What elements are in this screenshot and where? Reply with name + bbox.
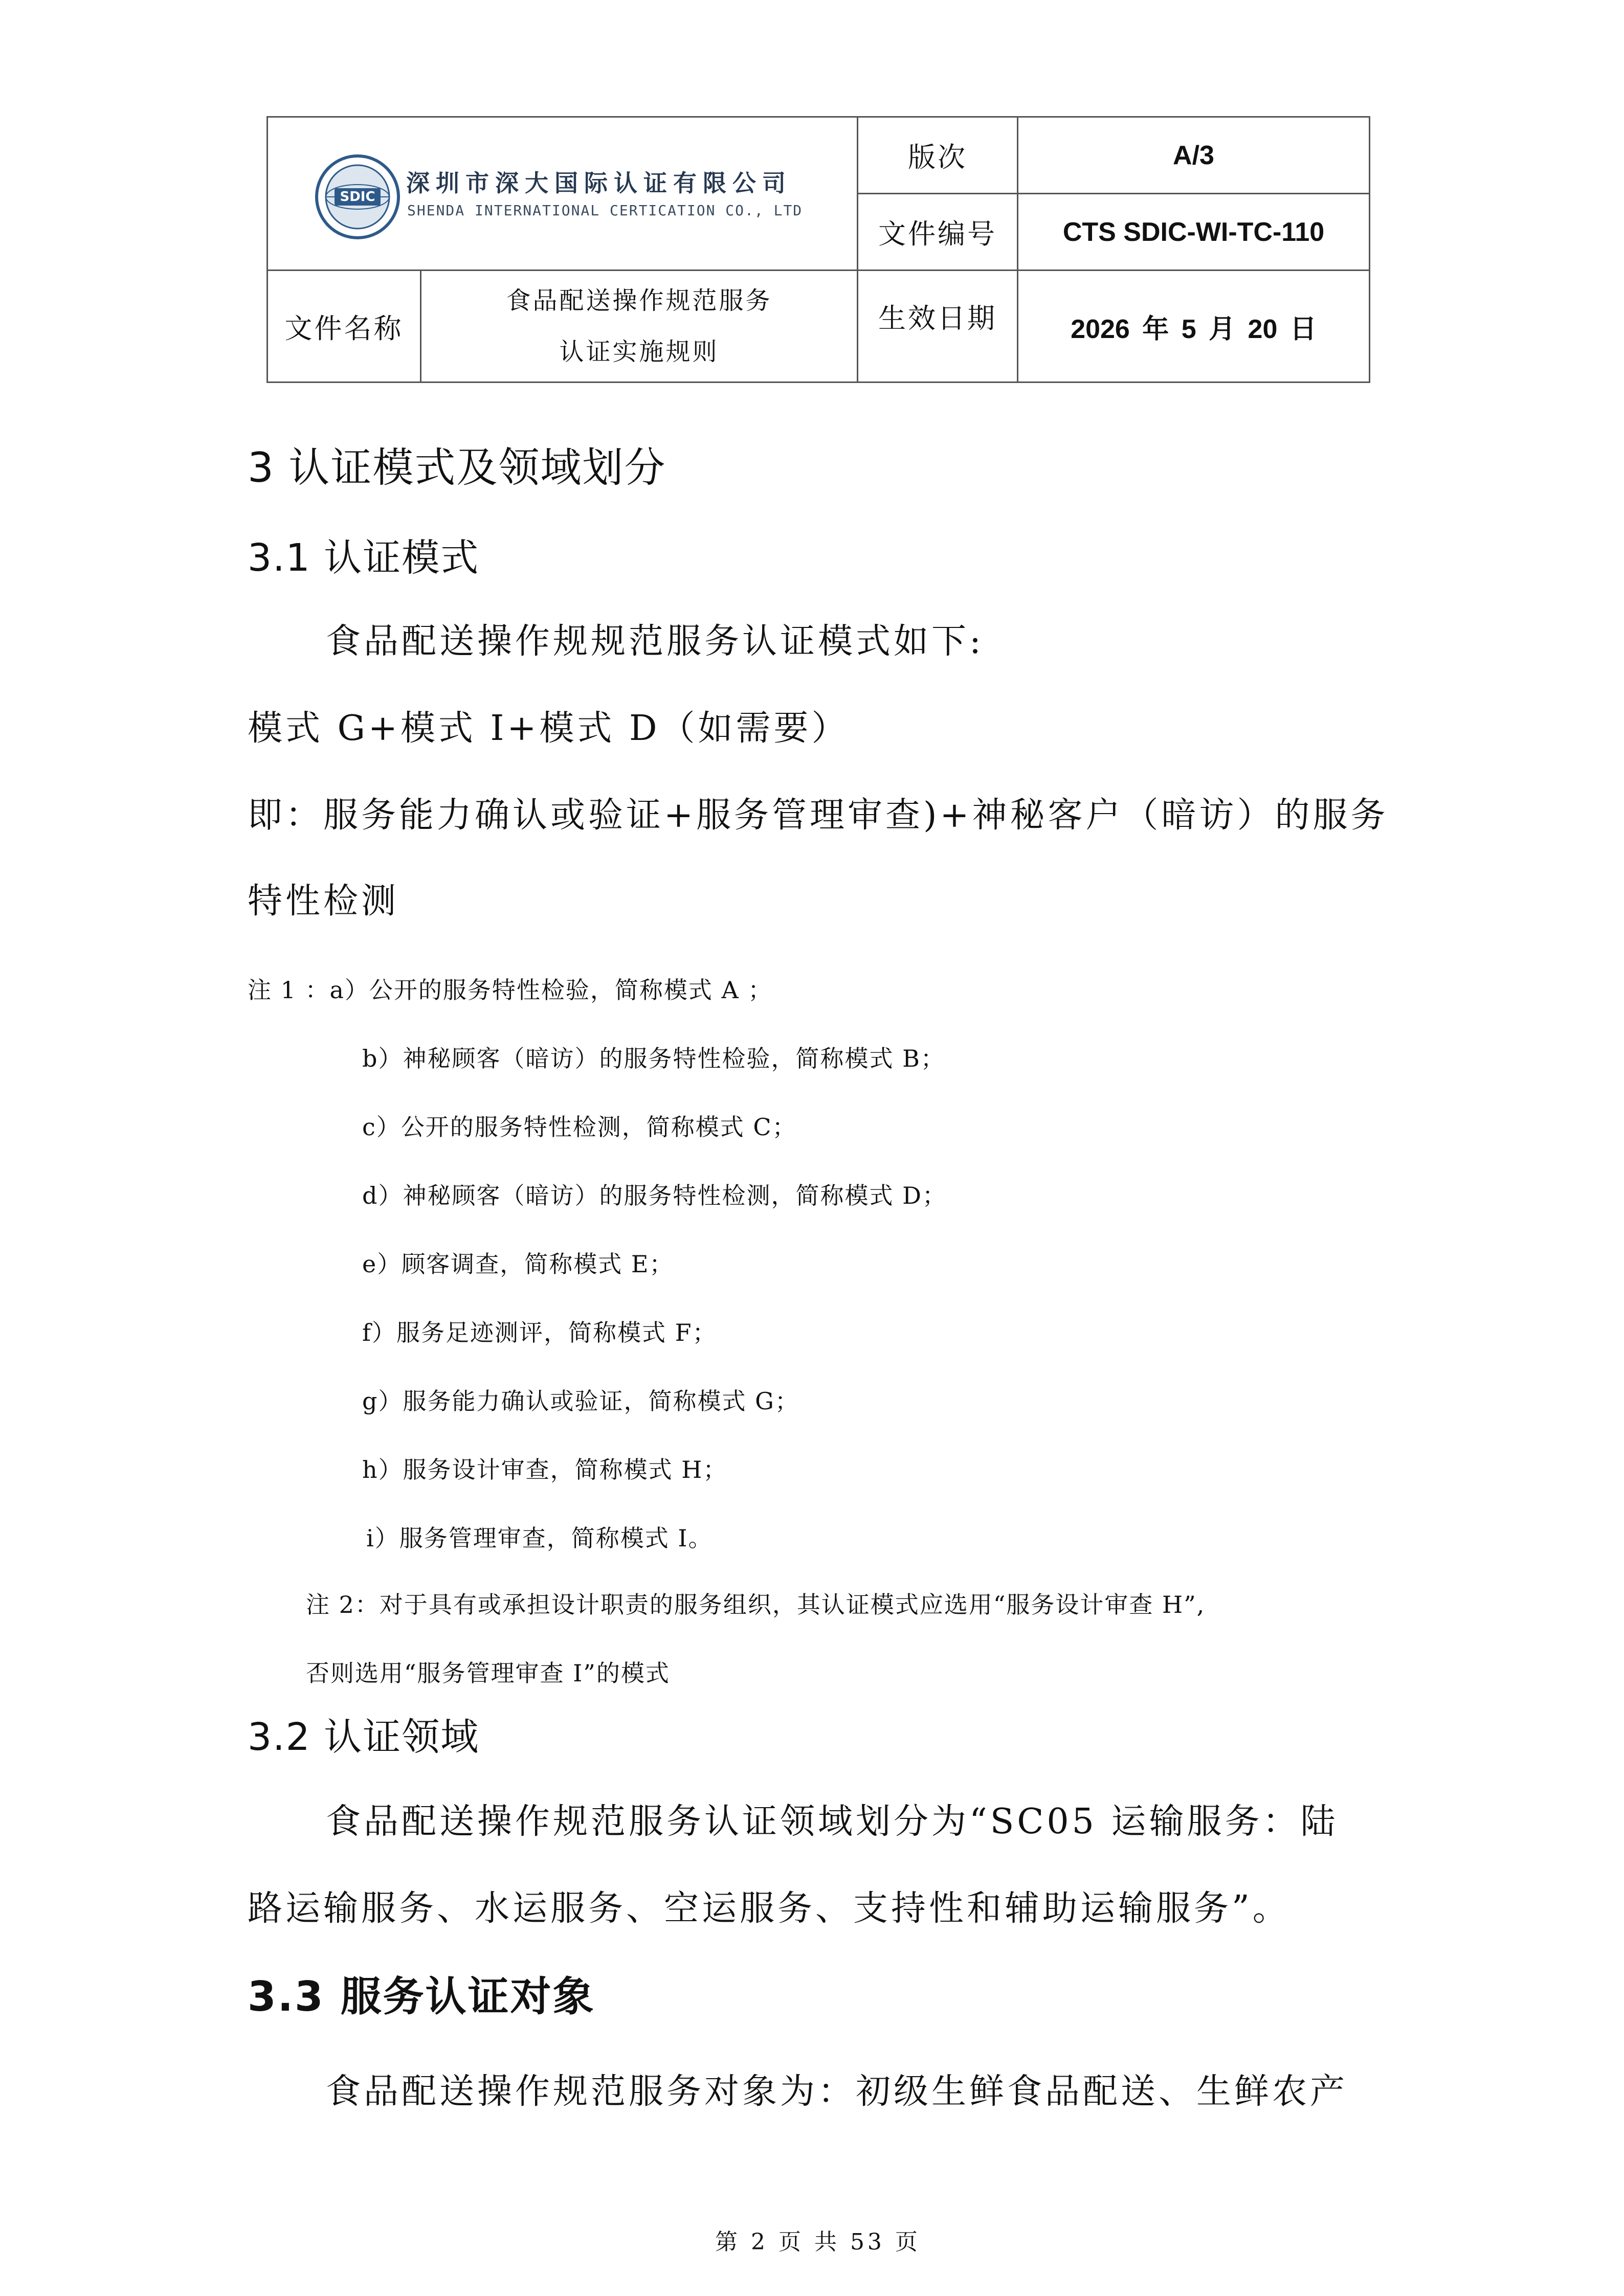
company-seal-icon [314, 153, 401, 240]
page-number-footer: 第 2 页 共 53 页 [715, 2229, 921, 2255]
note-1-item-b: b）神秘顾客（暗访）的服务特性检验，简称模式 B； [362, 1045, 945, 1072]
paragraph-mode-intro: 食品配送操作规规范服务认证模式如下: [326, 621, 984, 662]
effective-date-value: 2026 年 5 月 20 日 [1018, 271, 1370, 382]
docname-value [421, 271, 858, 382]
paragraph-mode-formula: 模式 G+模式 I+模式 D（如需要） [248, 708, 850, 749]
docname-line-2: 认证实施规则 [559, 337, 719, 366]
company-logo-cell [268, 117, 858, 271]
paragraph-mode-explain-2: 特性检测 [248, 881, 399, 921]
docname-line-1: 食品配送操作规范服务 [506, 286, 772, 315]
note-1-item-e: e）顾客调查，简称模式 E； [362, 1250, 674, 1278]
paragraph-object: 食品配送操作规范服务对象为：初级生鲜食品配送、生鲜农产 [326, 2072, 1348, 2112]
note-1-item-c: c）公开的服务特性检测，简称模式 C； [362, 1113, 797, 1141]
document-header-table [266, 116, 1370, 383]
version-value: A/3 [1018, 117, 1370, 194]
note-1-item-g: g）服务能力确认或验证，简称模式 G； [362, 1387, 799, 1415]
note-1-item-h: h）服务设计审查，简称模式 H； [362, 1456, 728, 1483]
note-1-item-a: 注 1 ：a）公开的服务特性检验，简称模式 A ； [248, 976, 773, 1004]
docno-value: CTS SDIC-WI-TC-110 [1018, 194, 1370, 271]
section-3-3-heading: 3.3 服务认证对象 [248, 1973, 595, 2020]
section-3-2-heading: 3.2 认证领域 [248, 1715, 480, 1759]
logo-text: SDIC [340, 189, 375, 205]
note-1-item-f: f）服务足迹测评，简称模式 F； [362, 1319, 717, 1346]
note-2-line-2: 否则选用“服务管理审查 I”的模式 [306, 1659, 670, 1687]
version-label: 版次 [858, 117, 1018, 194]
note-1-item-d: d）神秘顾客（暗访）的服务特性检测，简称模式 D； [362, 1182, 947, 1209]
company-logo [268, 118, 857, 269]
company-name-en: SHENDA INTERNATIONAL CERTICATION CO., LTD [407, 202, 803, 219]
effective-date-label: 生效日期 [858, 271, 1018, 382]
note-2-line-1: 注 2：对于具有或承担设计职责的服务组织，其认证模式应选用“服务设计审查 H”, [306, 1591, 1206, 1618]
section-3-1-heading: 3.1 认证模式 [248, 536, 480, 580]
paragraph-domain-1: 食品配送操作规范服务认证领域划分为“SC05 运输服务：陆 [326, 1802, 1339, 1842]
paragraph-domain-2: 路运输服务、水运服务、空运服务、支持性和辅助运输服务”。 [248, 1888, 1291, 1929]
section-3-heading: 3 认证模式及领域划分 [248, 444, 666, 491]
docno-label: 文件编号 [858, 194, 1018, 271]
note-1-item-i: i）服务管理审查，简称模式 I。 [366, 1524, 713, 1552]
docname-label: 文件名称 [268, 271, 421, 382]
company-name-cn: 深圳市深大国际认证有限公司 [406, 169, 792, 197]
paragraph-mode-explain-1: 即：服务能力确认或验证+服务管理审查)+神秘客户（暗访）的服务 [248, 795, 1389, 836]
